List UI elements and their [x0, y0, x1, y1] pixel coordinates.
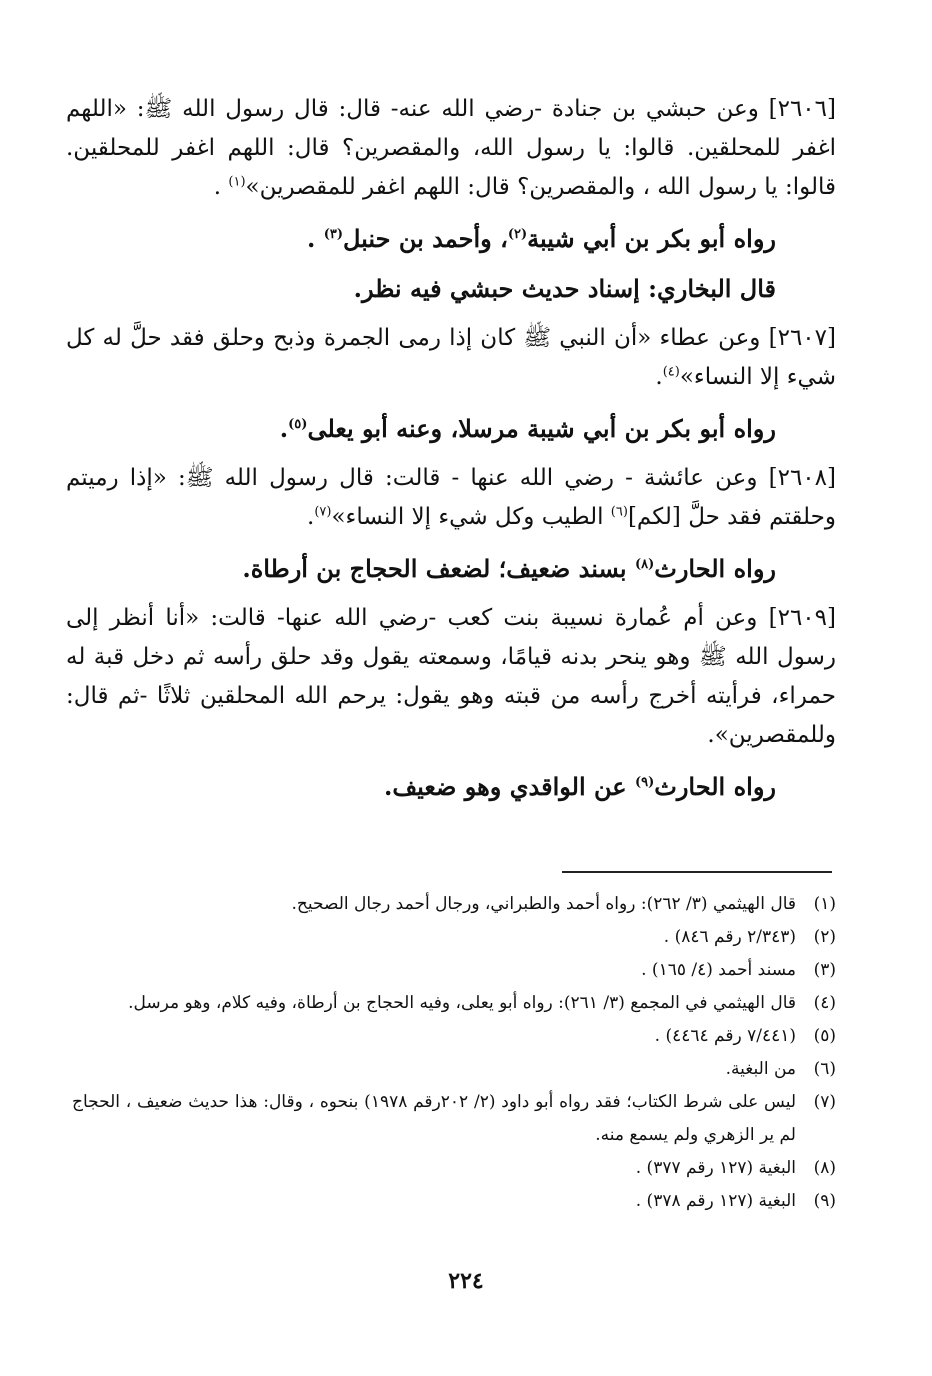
riwaya-2607 [66, 409, 776, 449]
hadith-tail: . [655, 364, 663, 390]
footnote-5 [72, 1020, 836, 1053]
footnote-number: (٧) [813, 1092, 836, 1112]
footnote-ref: (٣) [323, 227, 343, 242]
footnote-number: (١) [813, 894, 836, 914]
riwaya-text: . [306, 224, 324, 253]
footnote-number: (٦) [813, 1059, 836, 1079]
footnote-ref: (٧) [314, 504, 332, 520]
footnote-ref: (٥) [288, 417, 308, 432]
footnote-number: (٣) [813, 960, 836, 980]
riwaya-text: عن الواقدي وهو ضعيف. [383, 772, 635, 801]
riwaya-text: رواه أبو بكر بن أبي شيبة [527, 224, 776, 253]
footnote-ref: (٦) [610, 504, 628, 520]
riwaya-text: ، وأحمد بن حنبل [342, 224, 508, 253]
footnote-text: من البغية. [725, 1059, 796, 1079]
footnote-6 [72, 1053, 836, 1086]
hadith-tail: . [707, 722, 715, 748]
footnotes [72, 888, 836, 1218]
riwaya-text: رواه أبو بكر بن أبي شيبة مرسلا، وعنه أبو يعلى [307, 414, 776, 443]
footnote-3 [72, 954, 836, 987]
riwaya-text: بسند ضعيف؛ لضعف الحجاج بن أرطاة. [242, 554, 635, 583]
footnote-4 [72, 987, 836, 1020]
riwaya-text: رواه الحارث [654, 554, 776, 583]
hadith-2607 [66, 319, 836, 397]
riwaya-2608 [66, 549, 776, 589]
footnote-text: البغية (١٢٧ رقم ٣٧٨) . [635, 1191, 796, 1211]
hadith-number: [٢٦٠٩] [768, 605, 836, 631]
hadith-number: [٢٦٠٦] [768, 96, 836, 122]
hadith-text-continued: الطيب وكل شيء إلا النساء» [331, 504, 611, 530]
footnote-number: (٥) [813, 1026, 836, 1046]
footnote-text: قال الهيثمي في المجمع (٣/ ٢٦١): رواه أبو يعلى، وفيه الحجاج بن أرطاة، وفيه كلام، وهو مرسل. [128, 993, 796, 1013]
hadith-tail: . [307, 504, 315, 530]
footnote-text: مسند أحمد (٤/ ١٦٥) . [641, 960, 796, 980]
riwaya-2606 [66, 219, 776, 259]
footnote-2 [72, 921, 836, 954]
bukhari-comment: قال البخاري: إسناد حديث حبشي فيه نظر. [353, 274, 776, 303]
footnote-8 [72, 1152, 836, 1185]
hadith-number: [٢٦٠٧] [768, 325, 836, 351]
footnote-text: البغية (١٢٧ رقم ٣٧٧) . [635, 1158, 796, 1178]
footnote-text: ليس على شرط الكتاب؛ فقد رواه أبو داود (٢/ ٢٠٢رقم ١٩٧٨) بنحوه ، وقال: هذا حديث ضعيف ، الحجاج لم ير الزهري ولم يسمع منه. [72, 1092, 796, 1145]
riwaya-text: رواه الحارث [654, 772, 776, 801]
hadith-text: وعن حبشي بن جنادة -رضي الله عنه- قال: قال رسول الله ﷺ: «اللهم اغفر للمحلقين. قالوا: يا رسول الله، والمقصرين؟ قال: اللهم اغفر للمحلقين. قالوا: يا رسول الله ، والمقصرين؟ قال: اللهم اغفر للمقصرين» [66, 96, 836, 200]
footnote-number: (٢) [813, 927, 836, 947]
riwaya-text: . [279, 414, 289, 443]
hadith-text: وعن عائشة - رضي الله عنها - قالت: قال رسول الله ﷺ: «إذا رميتم وحلقتم فقد حلَّ [لكم] [66, 465, 836, 530]
footnote-1 [72, 888, 836, 921]
hadith-2606 [66, 90, 836, 207]
footnote-7 [72, 1086, 836, 1152]
riwaya-2609 [66, 767, 776, 807]
footnote-ref: (٨) [634, 557, 655, 572]
footnote-ref: (٤) [662, 364, 680, 380]
footnote-ref: (٩) [634, 775, 655, 790]
footnote-number: (٩) [813, 1191, 836, 1211]
footnote-number: (٤) [813, 993, 836, 1013]
footnote-ref: (٢) [507, 227, 528, 242]
footnote-9 [72, 1185, 836, 1218]
hadith-text: وعن أم عُمارة نسيبة بنت كعب -رضي الله عنها- قالت: «أنا أنظر إلى رسول الله ﷺ وهو ينحر بدنه قيامًا، وسمعته يقول وقد حلق رأسه ثم دخل قبة له حمراء، فرأيته أخرج رأسه من قبته وهو يقول: يرحم الله المحلقين ثلاثًا -ثم قال: وللمقصرين» [66, 605, 836, 748]
footnote-text: قال الهيثمي (٣/ ٢٦٢): رواه أحمد والطبراني، ورجال أحمد رجال الصحيح. [291, 894, 796, 914]
hadith-tail: . [213, 174, 229, 200]
footnote-number: (٨) [813, 1158, 836, 1178]
footnote-separator [562, 871, 832, 873]
page-number: ٢٢٤ [448, 1268, 484, 1294]
footnote-text: (٢/٣٤٣ رقم ٨٤٦) . [663, 927, 796, 947]
footnote-text: (٧/٤٤١ رقم ٤٤٦٤) . [654, 1026, 796, 1046]
hadith-2608 [66, 459, 836, 537]
hadith-number: [٢٦٠٨] [768, 465, 836, 491]
footnote-ref: (١) [228, 174, 246, 190]
hadith-2609 [66, 599, 836, 755]
main-text [66, 90, 836, 817]
hadith-text: وعن عطاء «أن النبي ﷺ كان إذا رمى الجمرة وذبح وحلق فقد حلَّ له كل شيء إلا النساء» [66, 325, 836, 390]
